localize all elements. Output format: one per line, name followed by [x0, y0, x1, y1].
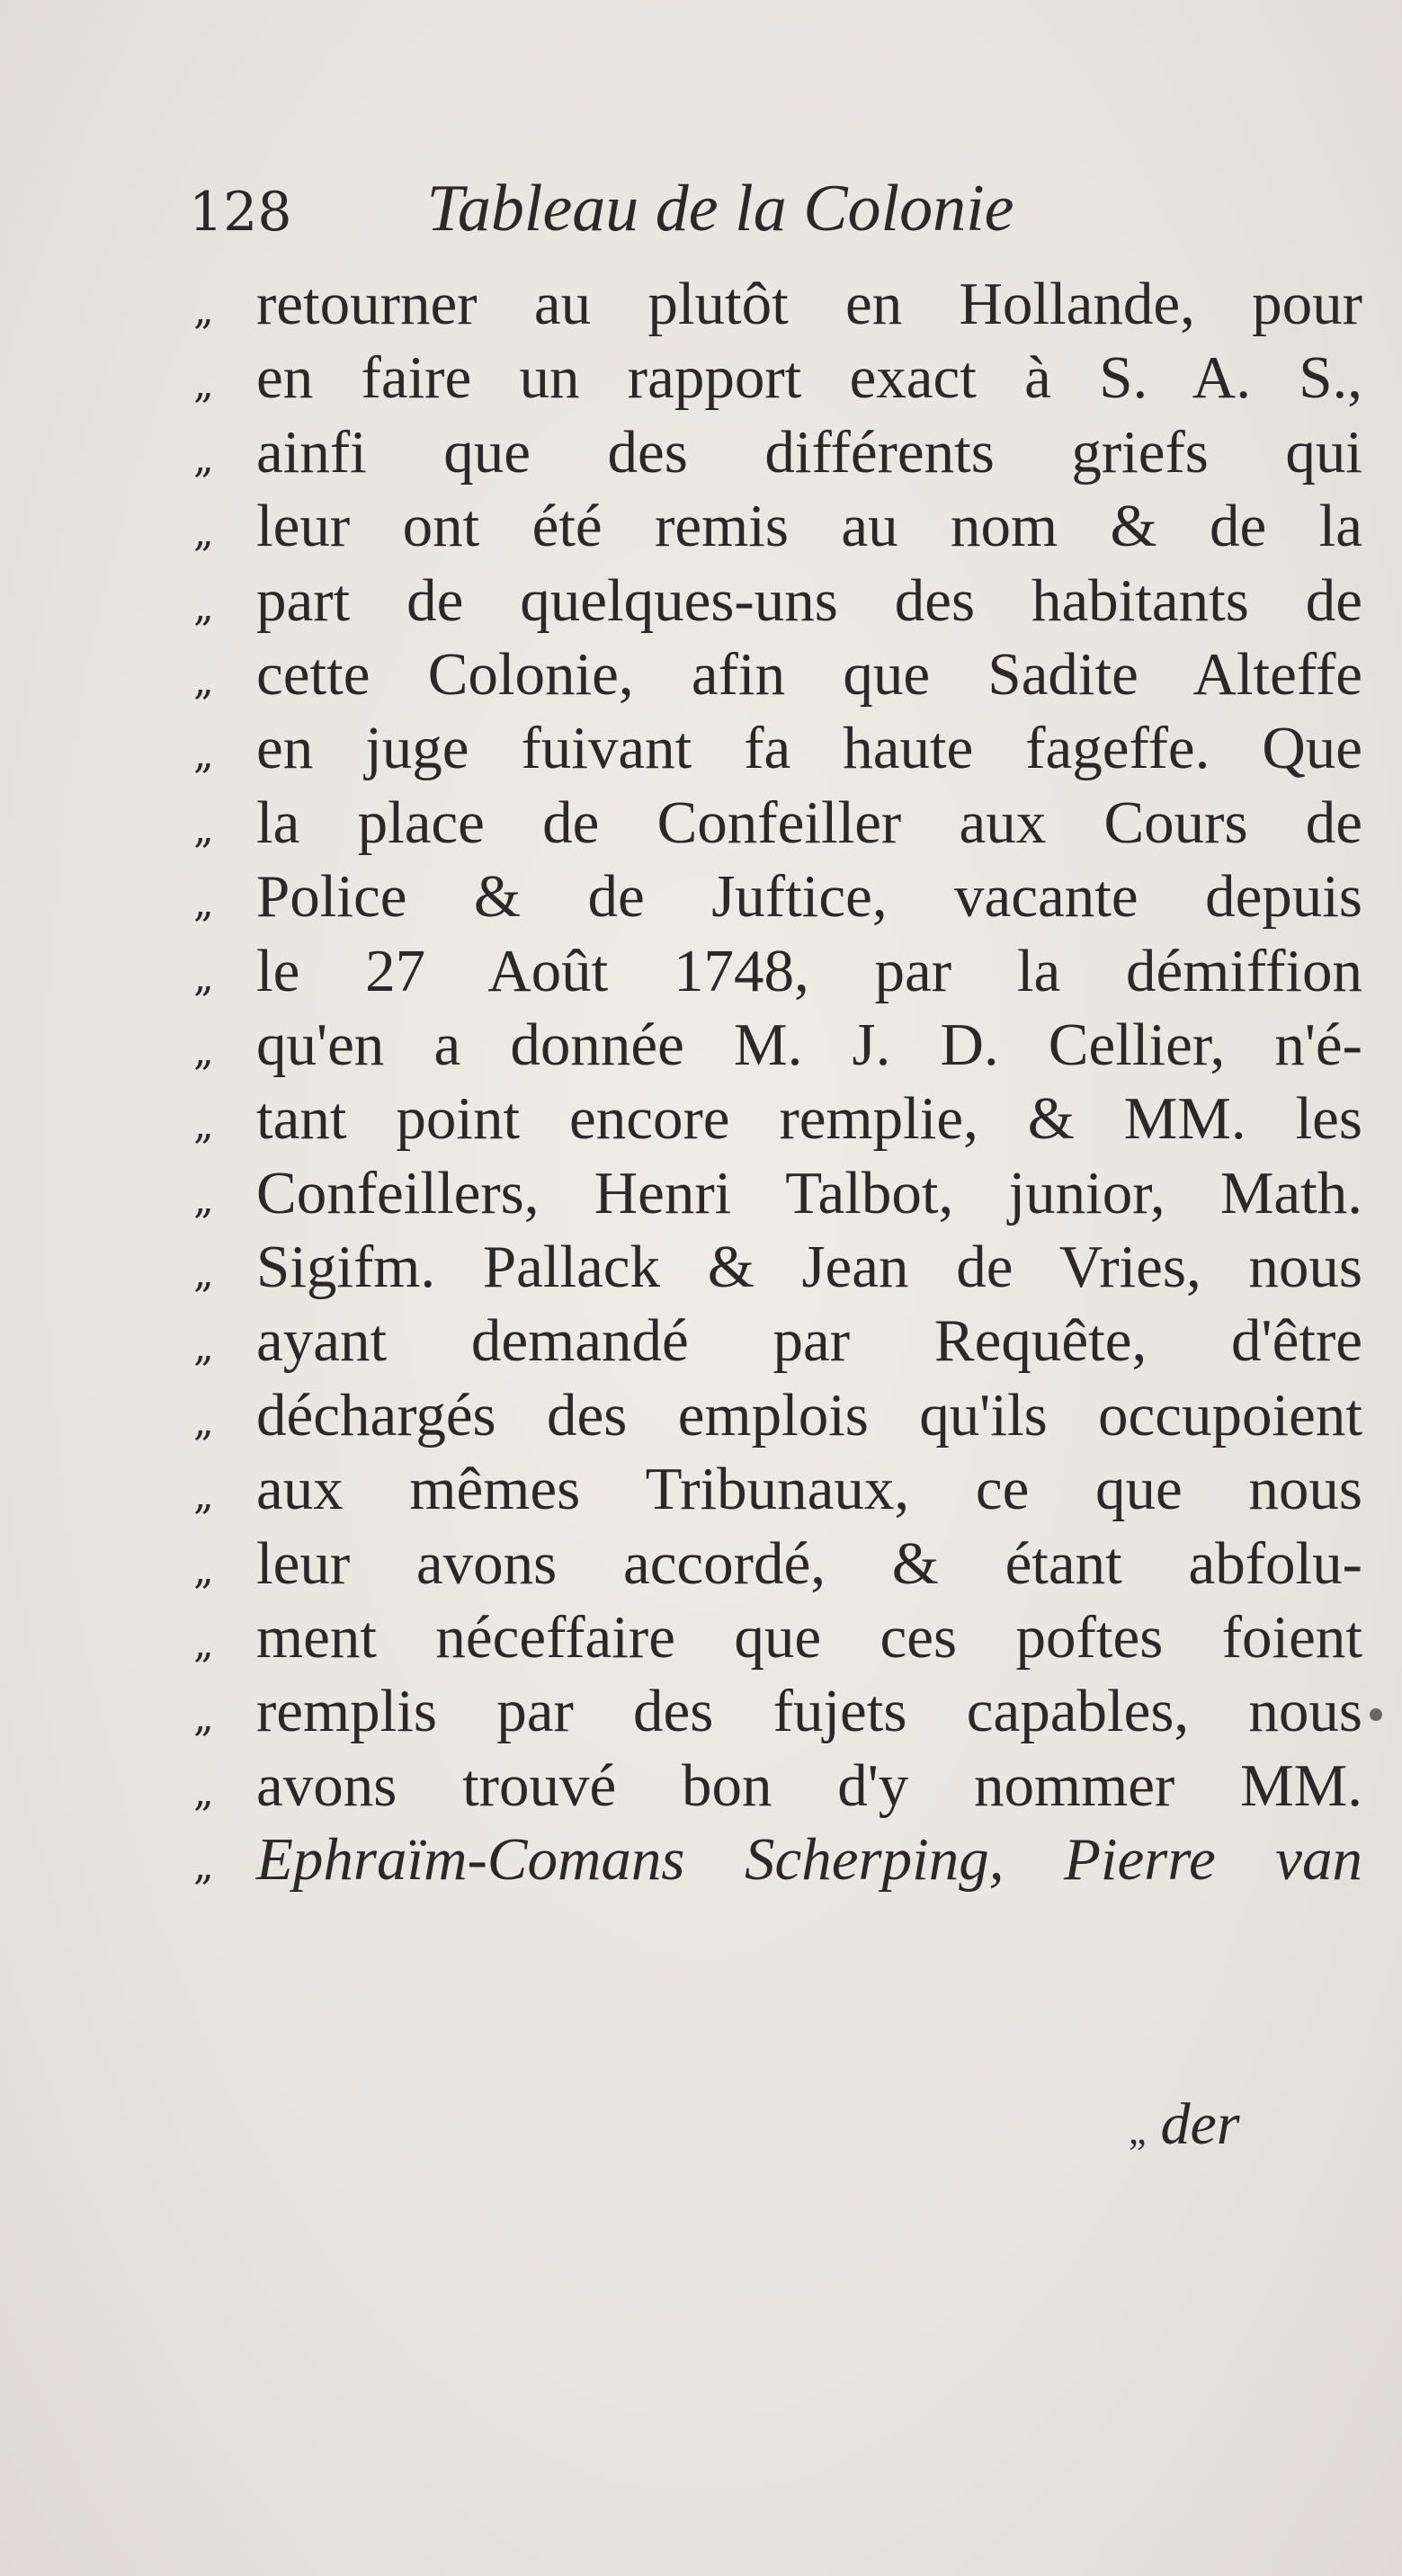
- quote-mark: „: [193, 954, 212, 1001]
- line-text: remplis par des fujets capables, nous: [256, 1678, 1362, 1745]
- line-text: Sigifm. Pallack & Jean de Vries, nous: [256, 1234, 1362, 1301]
- text-line: [193, 343, 1362, 417]
- line-text: cette Colonie, afin que Sadite Alteffe: [256, 640, 1362, 708]
- line-text: avons trouvé bon d'y nommer MM.: [256, 1752, 1362, 1819]
- text-line: [193, 714, 1362, 788]
- quote-mark: „: [193, 1695, 212, 1742]
- quote-mark: „: [193, 584, 212, 630]
- text-line: [193, 789, 1362, 862]
- text-line: [193, 1603, 1362, 1677]
- line-text: Ephraïm-Comans Scherping, Pierre van: [256, 1826, 1362, 1894]
- line-text: Police & de Juftice, vacante depuis: [256, 863, 1362, 931]
- text-line: [193, 566, 1362, 640]
- line-text: retourner au plutôt en Hollande, pour: [256, 271, 1362, 337]
- quote-mark: „: [193, 1769, 212, 1815]
- catchword-quote-mark: „: [1129, 2108, 1147, 2153]
- line-text: leur ont été remis au nom & de la: [256, 493, 1362, 560]
- text-line: [193, 937, 1362, 1011]
- page-number: 128: [189, 181, 292, 244]
- quote-mark: „: [193, 1621, 212, 1668]
- text-line: [193, 1825, 1362, 1899]
- text-line: [193, 1455, 1362, 1529]
- line-text: tant point encore remplie, & MM. les: [256, 1085, 1362, 1153]
- line-text: ment néceffaire que ces poftes foient: [256, 1604, 1362, 1671]
- text-line: [193, 1159, 1362, 1233]
- quote-mark: „: [193, 806, 212, 852]
- line-text: qu'en a donnée M. J. D. Cellier, n'é-: [256, 1011, 1362, 1078]
- line-text: déchargés des emplois qu'ils occupoient: [256, 1381, 1362, 1448]
- quote-mark: „: [193, 1398, 212, 1445]
- line-text: leur avons accordé, & étant abfolu-: [256, 1529, 1362, 1597]
- line-text: la place de Confeiller aux Cours de: [256, 789, 1362, 856]
- catchword: [1129, 2090, 1240, 2159]
- quote-mark: „: [193, 435, 212, 482]
- quote-mark: „: [193, 1324, 212, 1371]
- text-line: [193, 1233, 1362, 1306]
- quote-mark: „: [193, 880, 212, 927]
- quote-mark: „: [193, 1473, 212, 1520]
- quote-mark: „: [193, 510, 212, 557]
- line-text: le 27 Août 1748, par la démiffion: [256, 937, 1362, 1004]
- catchword-word: der: [1160, 2091, 1240, 2157]
- body-text: [193, 270, 1362, 1900]
- text-line: [193, 862, 1362, 936]
- quote-mark: „: [193, 1251, 212, 1297]
- quote-mark: „: [193, 1176, 212, 1223]
- text-line: [193, 1381, 1362, 1455]
- quote-mark: „: [193, 1028, 212, 1074]
- page-header: [189, 171, 1014, 252]
- text-line: [193, 640, 1362, 714]
- ink-spot: [1370, 1708, 1382, 1721]
- line-text: part de quelques-uns des habitants de: [256, 566, 1362, 634]
- quote-mark: „: [193, 1546, 212, 1593]
- line-text: en juge fuivant fa haute fageffe. Que: [256, 715, 1362, 782]
- line-text: en faire un rapport exact à S. A. S.,: [256, 344, 1362, 412]
- quote-mark: „: [193, 1102, 212, 1149]
- text-line: [193, 1529, 1362, 1603]
- running-title: Tableau de la Colonie: [426, 172, 1014, 245]
- text-line: [193, 418, 1362, 492]
- quote-mark: „: [193, 288, 212, 334]
- line-text: ainfi que des différents griefs qui: [256, 418, 1362, 486]
- line-text: Confeillers, Henri Talbot, junior, Math.: [256, 1159, 1362, 1226]
- quote-mark: „: [193, 657, 212, 704]
- line-text: ayant demandé par Requête, d'être: [256, 1307, 1362, 1375]
- quote-mark: „: [193, 1843, 212, 1890]
- line-text: aux mêmes Tribunaux, ce que nous: [256, 1456, 1362, 1523]
- text-line: [193, 270, 1362, 343]
- quote-mark: „: [193, 361, 212, 408]
- text-line: [193, 1677, 1362, 1751]
- text-line: [193, 1084, 1362, 1158]
- text-line: [193, 1306, 1362, 1380]
- quote-mark: „: [193, 732, 212, 779]
- text-line: [193, 1011, 1362, 1084]
- text-line: [193, 492, 1362, 566]
- text-line: [193, 1752, 1362, 1825]
